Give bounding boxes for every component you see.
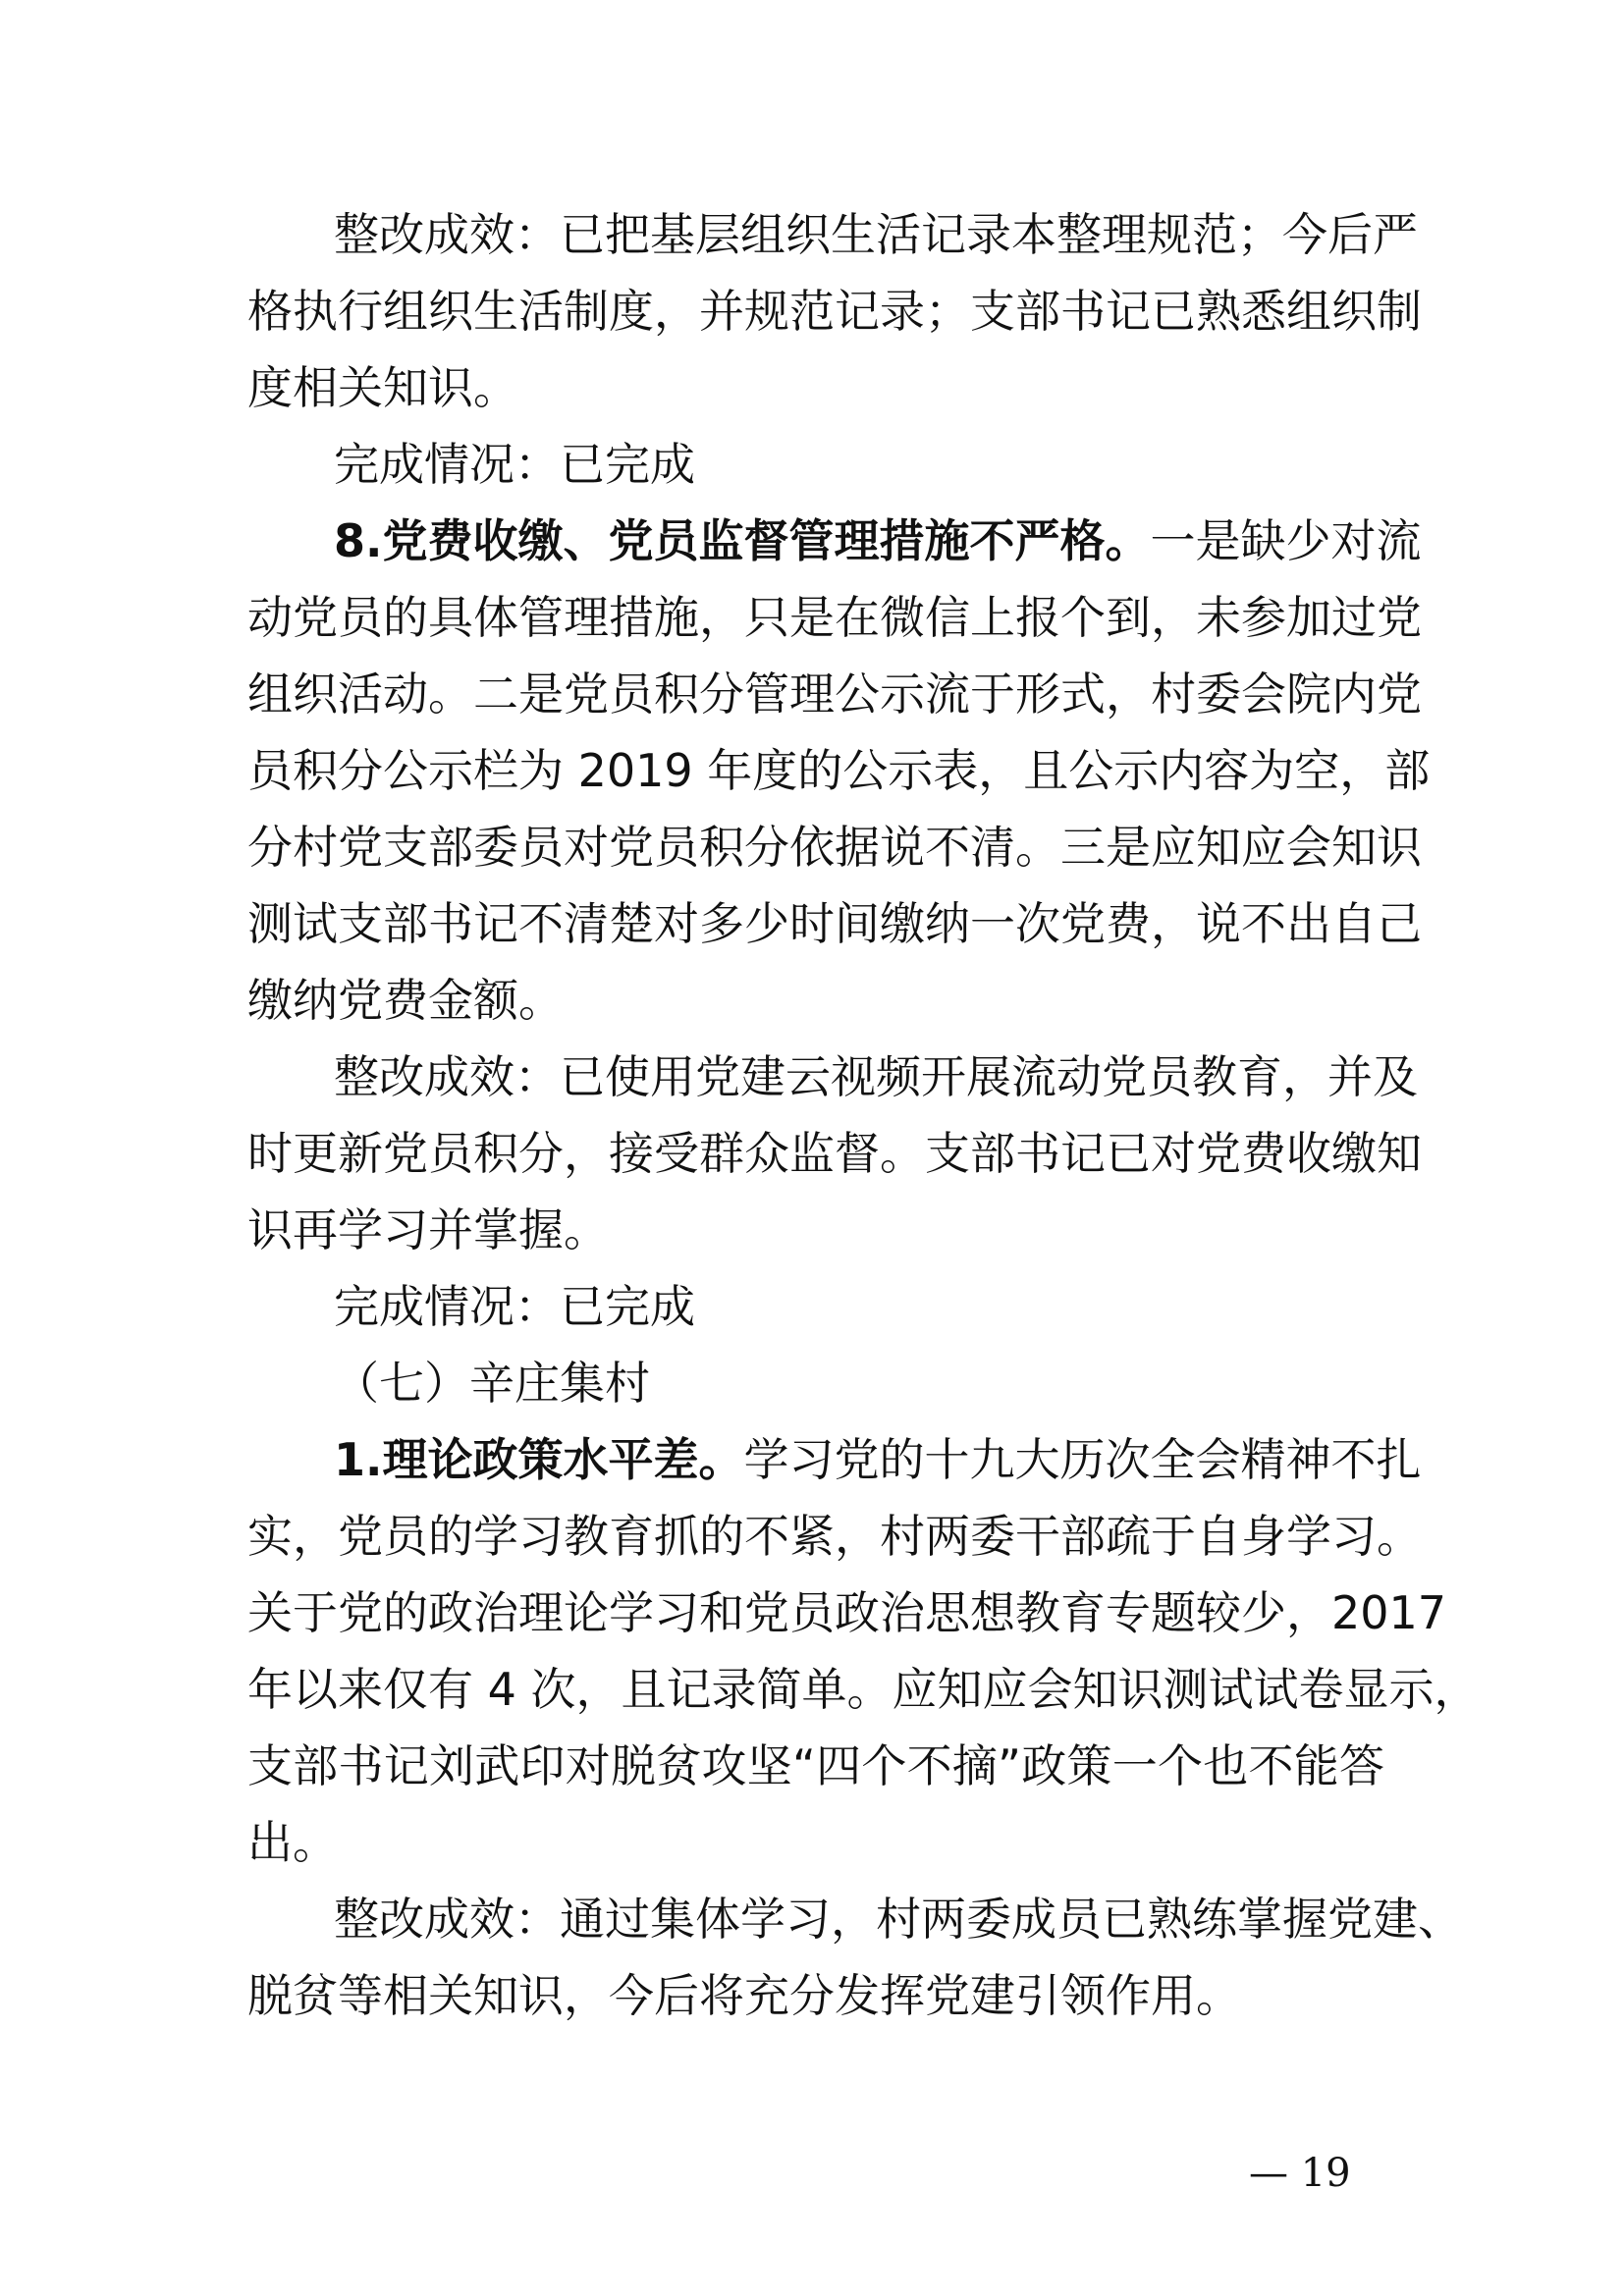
page-number: — 19 [1249, 2151, 1351, 2196]
paragraph-line: 度相关知识。 [247, 361, 518, 414]
paragraph-line: 格执行组织生活制度，并规范记录；支部书记已熟悉组织制 [247, 285, 1422, 338]
paragraph-rectification-result: 整改成效：已使用党建云视频开展流动党员教育，并及 [334, 1050, 1418, 1103]
paragraph-line: 出。 [247, 1816, 338, 1869]
paragraph-line: 识再学习并掌握。 [247, 1203, 609, 1256]
item-8-text: 一是缺少对流 [1150, 514, 1422, 567]
document-body [247, 196, 1480, 2034]
paragraph-line: 支部书记刘武印对脱贫攻坚“四个不摘”政策一个也不能答 [247, 1739, 1384, 1792]
completion-status: 完成情况：已完成 [334, 438, 695, 491]
paragraph-line: 缴纳党费金额。 [247, 974, 564, 1027]
section-heading-xinzhuangji-village: （七）辛庄集村 [334, 1357, 650, 1410]
paragraph-line: 动党员的具体管理措施，只是在微信上报个到，未参加过党 [247, 591, 1422, 644]
paragraph-line: 时更新党员积分，接受群众监督。支部书记已对党费收缴知 [247, 1127, 1422, 1180]
item-1-first-line [247, 1421, 1422, 1498]
paragraph-line: 实，党员的学习教育抓的不紧，村两委干部疏于自身学习。 [247, 1510, 1422, 1563]
paragraph-line: 分村党支部委员对党员积分依据说不清。三是应知应会知识 [247, 821, 1422, 874]
paragraph-rectification-result: 整改成效：通过集体学习，村两委成员已熟练掌握党建、 [334, 1893, 1463, 1946]
paragraph-line: 关于党的政治理论学习和党员政治思想教育专题较少，2017 [247, 1586, 1447, 1639]
paragraph-line: 员积分公示栏为 2019 年度的公示表，且公示内容为空，部 [247, 744, 1431, 797]
item-8-heading: 8.党费收缴、党员监督管理措施不严格。 [334, 514, 1151, 567]
item-1-heading: 1.理论政策水平差。 [334, 1433, 744, 1486]
completion-status: 完成情况：已完成 [334, 1280, 695, 1333]
paragraph-rectification-result: 整改成效：已把基层组织生活记录本整理规范；今后严 [334, 208, 1418, 261]
paragraph-line: 组织活动。二是党员积分管理公示流于形式，村委会院内党 [247, 667, 1422, 721]
item-1-text: 学习党的十九大历次全会精神不扎 [743, 1433, 1422, 1486]
paragraph-line: 年以来仅有 4 次，且记录简单。应知应会知识测试试卷显示， [247, 1663, 1480, 1716]
paragraph-line: 脱贫等相关知识，今后将充分发挥党建引领作用。 [247, 1969, 1241, 2022]
paragraph-line: 测试支部书记不清楚对多少时间缴纳一次党费，说不出自己 [247, 897, 1422, 950]
item-8-first-line [247, 503, 1422, 579]
